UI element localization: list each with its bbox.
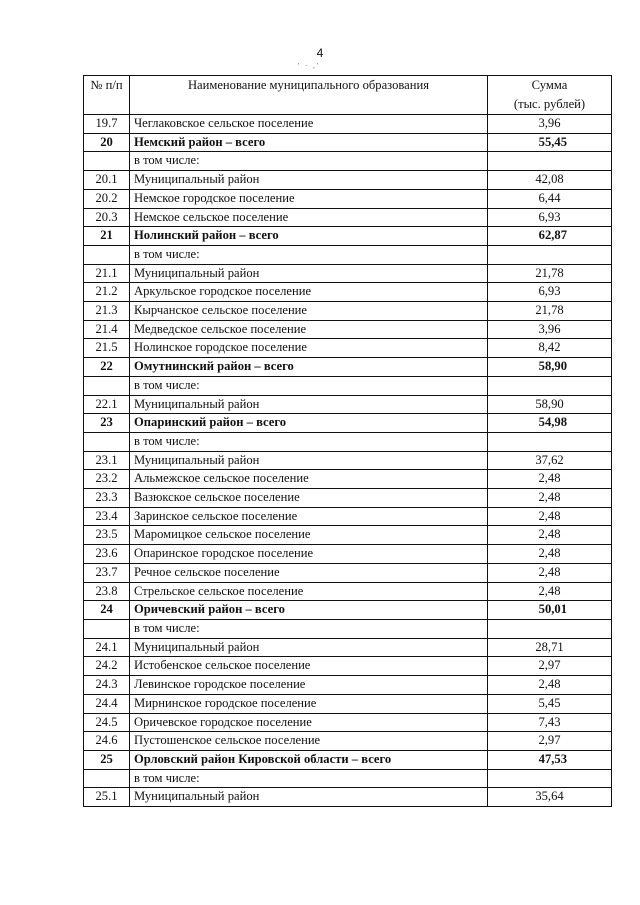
table-row [84, 769, 612, 788]
table-row-total [84, 133, 612, 152]
table-row-total [84, 601, 612, 620]
header-sum-label: Сумма [531, 78, 568, 92]
header-sum [488, 76, 612, 115]
row-number [84, 152, 130, 171]
table-row [84, 395, 612, 414]
row-number: 20.1 [84, 171, 130, 190]
row-sum: 3,96 [488, 115, 612, 134]
row-sum: 55,45 [488, 133, 612, 152]
row-number: 23.1 [84, 451, 130, 470]
row-name: Муниципальный район [130, 264, 488, 283]
row-sum: 47,53 [488, 750, 612, 769]
row-name: Омутнинский район – всего [130, 358, 488, 377]
table-row [84, 264, 612, 283]
table-row [84, 245, 612, 264]
row-sum: 6,93 [488, 208, 612, 227]
row-name: Мирнинское городское поселение [130, 694, 488, 713]
table-row [84, 545, 612, 564]
row-sum [488, 619, 612, 638]
row-number [84, 432, 130, 451]
table-row [84, 732, 612, 751]
row-name: Орловский район Кировской области – всего [130, 750, 488, 769]
table-row-total [84, 750, 612, 769]
row-number: 23 [84, 414, 130, 433]
allocation-table [83, 75, 612, 807]
table-row [84, 657, 612, 676]
row-name: Медведское сельское поселение [130, 320, 488, 339]
row-name: Пустошенское сельское поселение [130, 732, 488, 751]
row-number [84, 245, 130, 264]
row-name: Муниципальный район [130, 788, 488, 807]
table-row [84, 788, 612, 807]
row-sum: 58,90 [488, 395, 612, 414]
row-name: Муниципальный район [130, 451, 488, 470]
table-body [84, 115, 612, 807]
table-row [84, 320, 612, 339]
row-number: 23.7 [84, 563, 130, 582]
row-sum: 2,48 [488, 563, 612, 582]
row-number: 21 [84, 227, 130, 246]
row-name: Муниципальный район [130, 395, 488, 414]
row-sum: 2,48 [488, 545, 612, 564]
row-sum: 35,64 [488, 788, 612, 807]
table-row-total [84, 414, 612, 433]
row-sum: 62,87 [488, 227, 612, 246]
row-name: Муниципальный район [130, 638, 488, 657]
row-number: 21.2 [84, 283, 130, 302]
row-sum: 7,43 [488, 713, 612, 732]
row-name: Нолинский район – всего [130, 227, 488, 246]
row-sum: 2,48 [488, 470, 612, 489]
table-row [84, 507, 612, 526]
table-row [84, 152, 612, 171]
table-row [84, 115, 612, 134]
row-sum: 2,48 [488, 582, 612, 601]
row-number: 21.5 [84, 339, 130, 358]
row-name: в том числе: [130, 376, 488, 395]
row-name: в том числе: [130, 432, 488, 451]
header-name-label: Наименование муниципального образования [187, 78, 430, 92]
header-sum-unit: (тыс. рублей) [513, 97, 586, 111]
table-row [84, 526, 612, 545]
row-name: Аркульское городское поселение [130, 283, 488, 302]
row-sum: 2,48 [488, 507, 612, 526]
row-number: 24.4 [84, 694, 130, 713]
row-name: Альмежское сельское поселение [130, 470, 488, 489]
row-sum [488, 769, 612, 788]
table-row [84, 489, 612, 508]
table-row [84, 638, 612, 657]
table-row [84, 432, 612, 451]
row-number [84, 376, 130, 395]
row-name: Кырчанское сельское поселение [130, 302, 488, 321]
row-name: Опаринский район – всего [130, 414, 488, 433]
row-name: Муниципальный район [130, 171, 488, 190]
row-name: Немский район – всего [130, 133, 488, 152]
row-number: 22.1 [84, 395, 130, 414]
row-sum: 21,78 [488, 302, 612, 321]
row-name: Оричевский район – всего [130, 601, 488, 620]
row-number: 21.3 [84, 302, 130, 321]
table-row [84, 376, 612, 395]
row-number: 21.1 [84, 264, 130, 283]
row-number: 23.6 [84, 545, 130, 564]
row-name: Немское городское поселение [130, 189, 488, 208]
table-row [84, 563, 612, 582]
row-name: Оричевское городское поселение [130, 713, 488, 732]
row-number: 20.3 [84, 208, 130, 227]
row-sum: 28,71 [488, 638, 612, 657]
row-name: Речное сельское поселение [130, 563, 488, 582]
row-sum [488, 152, 612, 171]
row-name: Маромицкое сельское поселение [130, 526, 488, 545]
row-sum: 6,93 [488, 283, 612, 302]
row-sum: 3,96 [488, 320, 612, 339]
row-sum: 21,78 [488, 264, 612, 283]
row-name: Нолинское городское поселение [130, 339, 488, 358]
row-name: Чеглаковское сельское поселение [130, 115, 488, 134]
row-number: 23.2 [84, 470, 130, 489]
row-name: Немское сельское поселение [130, 208, 488, 227]
row-number [84, 619, 130, 638]
row-number: 24.6 [84, 732, 130, 751]
row-sum: 58,90 [488, 358, 612, 377]
row-number: 24 [84, 601, 130, 620]
table-row [84, 339, 612, 358]
row-number: 21.4 [84, 320, 130, 339]
row-name: Опаринское городское поселение [130, 545, 488, 564]
row-number: 25 [84, 750, 130, 769]
row-number: 24.1 [84, 638, 130, 657]
page-number: 4 [316, 46, 324, 60]
row-number: 20.2 [84, 189, 130, 208]
table-row-total [84, 358, 612, 377]
row-sum: 8,42 [488, 339, 612, 358]
row-name: Стрельское сельское поселение [130, 582, 488, 601]
table-row [84, 619, 612, 638]
row-name: Вазюкское сельское поселение [130, 489, 488, 508]
row-number: 23.8 [84, 582, 130, 601]
row-number: 24.5 [84, 713, 130, 732]
row-number: 23.5 [84, 526, 130, 545]
table-row [84, 582, 612, 601]
table-row-total [84, 227, 612, 246]
table-row [84, 171, 612, 190]
row-sum: 37,62 [488, 451, 612, 470]
row-name: Заринское сельское поселение [130, 507, 488, 526]
scan-artifact: ' · ,' [298, 62, 321, 70]
table-row [84, 713, 612, 732]
table-row [84, 470, 612, 489]
row-number: 20 [84, 133, 130, 152]
table-row [84, 189, 612, 208]
table-row [84, 676, 612, 695]
table-header-row [84, 76, 612, 115]
row-sum: 2,97 [488, 657, 612, 676]
row-sum [488, 245, 612, 264]
row-sum: 2,48 [488, 676, 612, 695]
row-name: в том числе: [130, 769, 488, 788]
row-number: 23.4 [84, 507, 130, 526]
row-name: Левинское городское поселение [130, 676, 488, 695]
row-sum [488, 432, 612, 451]
table-row [84, 451, 612, 470]
row-sum: 2,97 [488, 732, 612, 751]
row-number: 22 [84, 358, 130, 377]
header-number-label: № п/п [90, 78, 123, 92]
row-sum: 6,44 [488, 189, 612, 208]
header-name [130, 76, 488, 115]
row-sum: 2,48 [488, 489, 612, 508]
row-name: в том числе: [130, 152, 488, 171]
row-number: 23.3 [84, 489, 130, 508]
row-sum: 54,98 [488, 414, 612, 433]
row-number: 19.7 [84, 115, 130, 134]
row-name: в том числе: [130, 245, 488, 264]
row-number: 24.2 [84, 657, 130, 676]
row-sum: 2,48 [488, 526, 612, 545]
row-number: 25.1 [84, 788, 130, 807]
row-name: в том числе: [130, 619, 488, 638]
row-sum [488, 376, 612, 395]
table-row [84, 283, 612, 302]
row-sum: 5,45 [488, 694, 612, 713]
row-number [84, 769, 130, 788]
row-name: Истобенское сельское поселение [130, 657, 488, 676]
table-row [84, 208, 612, 227]
row-number: 24.3 [84, 676, 130, 695]
table-row [84, 694, 612, 713]
header-number [84, 76, 130, 115]
row-sum: 42,08 [488, 171, 612, 190]
row-sum: 50,01 [488, 601, 612, 620]
table-row [84, 302, 612, 321]
